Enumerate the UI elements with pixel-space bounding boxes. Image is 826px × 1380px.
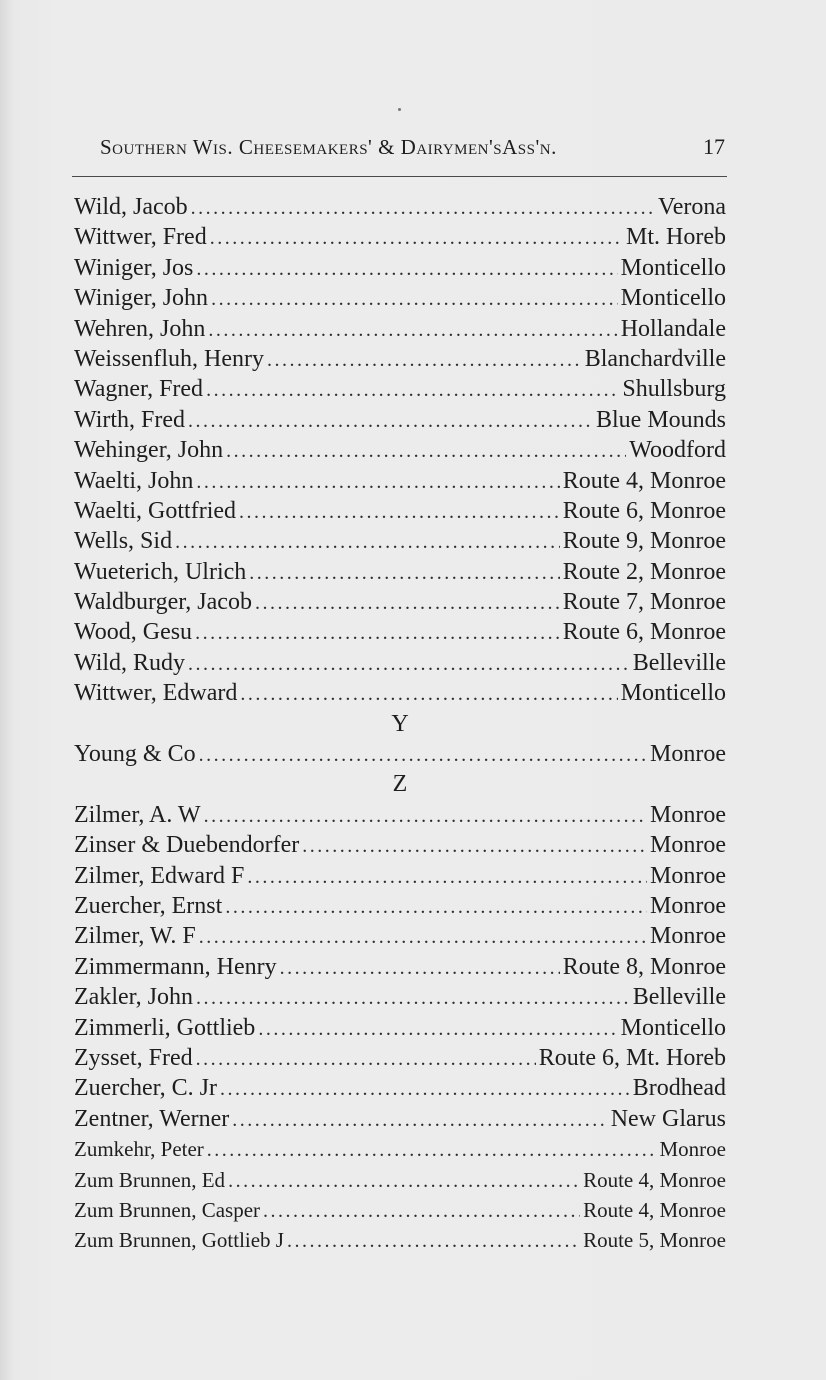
dot-leader [188, 406, 593, 436]
dot-leader [206, 375, 619, 405]
page-number: 17 [703, 134, 725, 159]
entry-place: Route 7, Monroe [562, 589, 726, 616]
dot-leader [207, 1135, 657, 1165]
print-speck [398, 108, 401, 111]
entry-place: Monticello [620, 1014, 726, 1041]
directory-entry [74, 1043, 726, 1073]
dot-leader [188, 649, 630, 679]
dot-leader [196, 467, 559, 497]
entry-place: Route 6, Mt. Horeb [538, 1044, 726, 1071]
directory-entry [74, 1013, 726, 1043]
entry-name: Zuercher, Ernst [74, 892, 223, 919]
entry-place: Route 2, Monroe [562, 558, 726, 585]
entry-place: Blanchardville [584, 345, 726, 372]
directory-entry [74, 1165, 726, 1195]
entry-name: Zimmerli, Gottlieb [74, 1014, 256, 1041]
entry-place: Monticello [620, 285, 726, 312]
entry-name: Wueterich, Ulrich [74, 558, 247, 585]
dot-leader [240, 679, 617, 709]
entry-name: Waelti, John [74, 467, 194, 494]
entry-name: Wirth, Fred [74, 406, 186, 433]
entry-place: Belleville [632, 649, 726, 676]
directory-entry [74, 405, 726, 435]
entry-name: Zysset, Fred [74, 1044, 193, 1071]
entry-place: Route 6, Monroe [562, 619, 726, 646]
entry-name: Zuercher, C. Jr [74, 1075, 217, 1102]
directory-entry [74, 1195, 726, 1225]
entry-place: Monroe [650, 862, 726, 889]
entry-place: Monroe [650, 741, 726, 768]
directory-entry [74, 952, 726, 982]
entry-place: New Glarus [610, 1105, 726, 1132]
entry-name: Zinser & Duebendorfer [74, 832, 300, 859]
entry-place: Route 4, Monroe [583, 1197, 726, 1222]
header-rule [72, 176, 727, 177]
dot-leader [196, 254, 617, 284]
dot-leader [228, 1166, 580, 1196]
directory-entry [74, 496, 726, 526]
entry-place: Shullsburg [622, 376, 726, 403]
entry-place: Route 6, Monroe [562, 497, 726, 524]
entry-name: Wehren, John [74, 315, 206, 342]
dot-leader [210, 223, 623, 253]
entry-place: Monroe [659, 1137, 726, 1162]
dot-leader [247, 862, 647, 892]
directory-entry [74, 1104, 726, 1134]
entry-place: Monticello [620, 254, 726, 281]
entry-place: Monroe [650, 923, 726, 950]
entry-place: Verona [658, 194, 726, 220]
directory-entry [74, 921, 726, 951]
entry-name: Zum Brunnen, Gottlieb J [74, 1228, 284, 1253]
directory-entry [74, 648, 726, 678]
directory-entry [74, 526, 726, 556]
directory-entry [74, 739, 726, 769]
entry-place: Woodford [629, 437, 726, 464]
directory-entry [74, 800, 726, 830]
entry-name: Zumkehr, Peter [74, 1137, 204, 1162]
entry-place: Belleville [632, 984, 726, 1011]
dot-leader [195, 618, 560, 648]
entry-place: Route 4, Monroe [562, 467, 726, 494]
directory-entry [74, 861, 726, 891]
directory-entry [74, 253, 726, 283]
dot-leader [280, 953, 560, 983]
entry-name: Wittwer, Fred [74, 224, 207, 251]
directory-entry [74, 374, 726, 404]
entry-place: Monroe [650, 832, 726, 859]
directory-entry [74, 1073, 726, 1103]
dot-leader [239, 497, 560, 527]
entry-name: Waelti, Gottfried [74, 497, 237, 524]
dot-leader [255, 588, 560, 618]
entry-name: Wild, Jacob [74, 194, 188, 220]
dot-leader [175, 527, 560, 557]
entry-name: Zakler, John [74, 984, 194, 1011]
directory-entry [74, 830, 726, 860]
entry-place: Hollandale [620, 315, 726, 342]
directory-entry [74, 678, 726, 708]
directory-list [74, 192, 726, 1256]
entry-name: Wehinger, John [74, 437, 224, 464]
entry-name: Zum Brunnen, Casper [74, 1197, 261, 1222]
entry-place: Blue Mounds [595, 406, 726, 433]
dot-leader [263, 1196, 580, 1226]
section-letter: Y [391, 710, 409, 737]
dot-leader [302, 831, 647, 861]
dot-leader [258, 1014, 617, 1044]
directory-entry [74, 222, 726, 252]
entry-name: Wild, Rudy [74, 649, 186, 676]
entry-place: Brodhead [632, 1075, 726, 1102]
directory-entry [74, 283, 726, 313]
dot-leader [204, 801, 647, 831]
entry-place: Route 4, Monroe [583, 1167, 726, 1192]
dot-leader [232, 1105, 607, 1135]
dot-leader [226, 436, 626, 466]
entry-name: Wells, Sid [74, 528, 173, 555]
directory-entry [74, 557, 726, 587]
dot-leader [191, 193, 655, 223]
entry-name: Winiger, Jos [74, 254, 194, 281]
directory-entry [74, 587, 726, 617]
entry-place: Route 9, Monroe [562, 528, 726, 555]
dot-leader [196, 983, 630, 1013]
directory-entry [74, 891, 726, 921]
directory-entry [74, 1225, 726, 1255]
entry-name: Wittwer, Edward [74, 680, 238, 707]
entry-name: Waldburger, Jacob [74, 589, 252, 616]
dot-leader [199, 922, 647, 952]
dot-leader [199, 740, 647, 770]
entry-place: Route 5, Monroe [583, 1228, 726, 1253]
entry-name: Zentner, Werner [74, 1105, 230, 1132]
dot-leader [225, 892, 647, 922]
header-title: Southern Wis. Cheesemakers' & Dairymen'sAss'n. [100, 135, 557, 159]
entry-place: Mt. Horeb [626, 224, 726, 251]
dot-leader [249, 558, 559, 588]
directory-entry [74, 466, 726, 496]
entry-name: Weissenfluh, Henry [74, 345, 265, 372]
directory-entry [74, 617, 726, 647]
entry-place: Monroe [650, 892, 726, 919]
dot-leader [208, 315, 617, 345]
entry-name: Zimmermann, Henry [74, 953, 277, 980]
entry-name: Zum Brunnen, Ed [74, 1167, 226, 1192]
directory-entry [74, 314, 726, 344]
directory-entry [74, 982, 726, 1012]
directory-entry [74, 1134, 726, 1164]
entry-place: Monticello [620, 680, 726, 707]
section-letter: Z [392, 771, 408, 798]
directory-entry [74, 192, 726, 222]
dot-leader [287, 1226, 580, 1256]
entry-name: Wood, Gesu [74, 619, 193, 646]
dot-leader [196, 1044, 536, 1074]
dot-leader [267, 345, 582, 375]
dot-leader [220, 1074, 630, 1104]
entry-name: Zilmer, W. F [74, 923, 196, 950]
directory-entry [74, 344, 726, 374]
entry-name: Zilmer, A. W [74, 801, 201, 828]
entry-name: Zilmer, Edward F [74, 862, 245, 889]
running-header [100, 134, 725, 164]
dot-leader [211, 284, 618, 314]
entry-name: Wagner, Fred [74, 376, 204, 403]
directory-entry [74, 435, 726, 465]
entry-name: Winiger, John [74, 285, 209, 312]
entry-name: Young & Co [74, 741, 196, 768]
entry-place: Route 8, Monroe [562, 953, 726, 980]
entry-place: Monroe [650, 801, 726, 828]
